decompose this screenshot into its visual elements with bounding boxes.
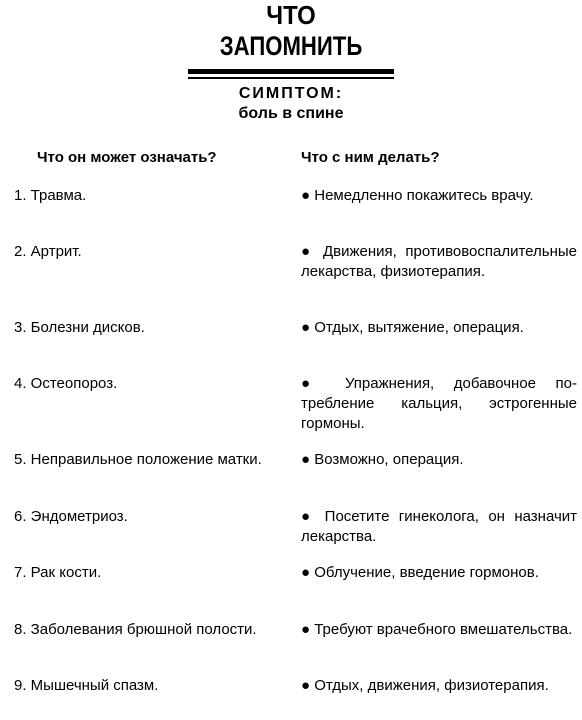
bullet-icon: ● [301, 677, 311, 694]
cause-item: 6. Эндометриоз. [14, 508, 128, 525]
action-text: Движения, противовоспалительные лекарства, физиотерапия. [301, 243, 577, 280]
action-item [301, 563, 577, 583]
action-item [301, 620, 577, 640]
cause-item: 4. Остеопороз. [14, 375, 118, 392]
cause-item: 9. Мышечный спазм. [14, 677, 159, 694]
cause-item: 2. Артрит. [14, 243, 82, 260]
cause-item: 3. Болезни дисков. [14, 319, 145, 336]
bullet-icon: ● [301, 319, 311, 336]
action-text: Отдых, вытяжение, операция. [314, 319, 524, 336]
cause-item: 7. Рак кости. [14, 564, 102, 581]
bullet-icon: ● [301, 243, 315, 260]
bullet-icon: ● [301, 187, 311, 204]
bullet-icon: ● [301, 451, 311, 468]
action-item [301, 318, 577, 338]
action-text: Упражнения, добавочное потребление кальция, эстрогенные гормоны. [301, 375, 578, 432]
bullet-icon: ● [301, 621, 311, 638]
cause-item: 5. Неправильное положение матки. [14, 451, 262, 468]
action-text: Облучение, введение гормонов. [314, 564, 539, 581]
cause-item: 8. Заболевания брюшной полости. [14, 621, 257, 638]
action-item [301, 507, 577, 547]
action-text: Посетите гинеколога, он назначит лекарства. [301, 508, 578, 545]
action-text: Возможно, операция. [314, 451, 464, 468]
bullet-icon: ● [301, 564, 311, 581]
action-text: Требуют врачебного вмешательства. [314, 621, 573, 638]
bullet-icon: ● [301, 508, 316, 525]
action-item [301, 450, 577, 470]
cause-item: 1. Травма. [14, 187, 87, 204]
heading-rule-thick [188, 69, 394, 74]
action-item [301, 374, 577, 434]
action-text: Отдых, движения, физиотерапия. [314, 677, 549, 694]
heading-line-1: ЧТО [266, 0, 316, 30]
action-item [301, 242, 577, 282]
action-text: Немедленно покажитесь врачу. [314, 187, 534, 204]
symptom-value: боль в спине [238, 105, 344, 122]
symptom-label: СИМПТОМ: [238, 85, 344, 102]
column-header-causes: Что он может означать? [37, 149, 217, 166]
action-item [301, 676, 577, 696]
action-item [301, 186, 577, 206]
heading-line-2: ЗАПОМНИТЬ [219, 31, 363, 61]
bullet-icon: ● [301, 375, 326, 392]
heading-rule-thin [188, 77, 394, 79]
column-header-actions: Что с ним делать? [301, 149, 440, 166]
